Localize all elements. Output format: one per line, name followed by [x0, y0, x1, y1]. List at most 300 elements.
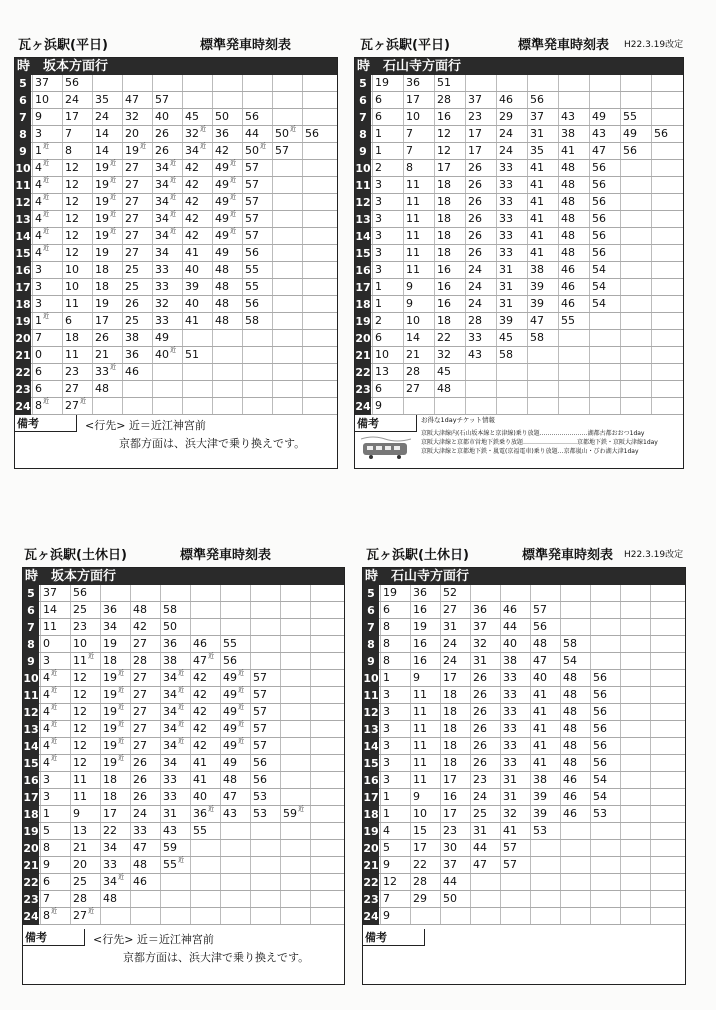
- departure-minute: 40: [193, 790, 207, 803]
- minute-cell: [589, 330, 620, 346]
- hour-cell: 7: [355, 109, 371, 126]
- minute-cell: [182, 211, 212, 227]
- minute-cell: [62, 109, 92, 125]
- departure-minute: 1: [43, 807, 50, 820]
- departure-minute: 33: [499, 161, 513, 174]
- minute-cell: [403, 296, 434, 312]
- minute-cell: [62, 296, 92, 312]
- departure-minute: 27: [125, 212, 139, 225]
- destination-mark: 近: [43, 143, 50, 150]
- departure-minute: 6: [35, 365, 42, 378]
- minute-cell: [100, 738, 130, 754]
- departure-minute: 56: [592, 229, 606, 242]
- minute-cell: [470, 704, 500, 720]
- minute-cell: [620, 857, 650, 873]
- minute-cell: [465, 194, 496, 210]
- departure-minute: 26: [133, 773, 147, 786]
- departure-minute: 16: [443, 790, 457, 803]
- minute-cell: [470, 636, 500, 652]
- minute-cell: [434, 160, 465, 176]
- hour-rows: [15, 75, 337, 415]
- departure-minute: 33: [155, 314, 169, 327]
- hour-cell: 11: [355, 179, 371, 192]
- hour-cell: 20: [355, 332, 371, 345]
- departure-minute: 46: [125, 365, 139, 378]
- minute-cell: [92, 245, 122, 261]
- minute-cell: [440, 840, 470, 856]
- minute-cell: [590, 670, 620, 686]
- hour-cell: 17: [355, 281, 371, 294]
- minute-cell: [40, 704, 70, 720]
- minute-cell: [160, 602, 190, 618]
- ticket-info: [421, 416, 658, 456]
- minute-cell: [302, 109, 332, 125]
- minute-cell: [182, 279, 212, 295]
- minute-cell: [310, 721, 340, 737]
- hour-row: [355, 364, 683, 381]
- destination-mark: 近: [110, 177, 117, 184]
- departure-minute: 12: [65, 212, 79, 225]
- minute-cell: [589, 364, 620, 380]
- departure-minute: 28: [437, 93, 451, 106]
- minute-cell: [527, 279, 558, 295]
- departure-minute: 55: [561, 314, 575, 327]
- destination-mark: 近: [43, 228, 50, 235]
- minute-cell: [100, 721, 130, 737]
- minute-cell: [589, 381, 620, 397]
- departure-minute: 17: [95, 314, 109, 327]
- departure-minute: 23: [473, 773, 487, 786]
- minute-cell: [440, 789, 470, 805]
- departure-minute: 11: [73, 790, 87, 803]
- minute-cell: [220, 806, 250, 822]
- minute-cell: [590, 653, 620, 669]
- hour-row: [15, 296, 337, 313]
- departure-minute: 46: [561, 297, 575, 310]
- minute-cell: [70, 602, 100, 618]
- departure-minute: 47: [533, 654, 547, 667]
- minute-cell: [182, 194, 212, 210]
- departure-minute: 18: [443, 756, 457, 769]
- minute-cell: [465, 126, 496, 142]
- destination-legend: <行先> 近＝近江神宮前: [93, 933, 214, 946]
- hour-cell: 12: [355, 196, 371, 209]
- minute-cell: [92, 313, 122, 329]
- hour-row: [355, 347, 683, 364]
- minute-cell: [212, 296, 242, 312]
- minute-cell: [650, 891, 680, 907]
- minute-cell: [130, 619, 160, 635]
- hour-cell: 14: [355, 230, 371, 243]
- minute-cell: [651, 330, 682, 346]
- minute-cell: [250, 908, 280, 924]
- minute-cell: [62, 177, 92, 193]
- departure-minute: 53: [253, 807, 267, 820]
- departure-minute: 19: [103, 705, 117, 718]
- departure-minute: 11: [43, 620, 57, 633]
- departure-minute: 3: [43, 790, 50, 803]
- minute-cell: [434, 330, 465, 346]
- departure-minute: 4: [35, 229, 42, 242]
- hour-rows: [363, 585, 685, 925]
- minute-cell: [182, 364, 212, 380]
- departure-minute: 21: [73, 841, 87, 854]
- minute-cell: [434, 109, 465, 125]
- departure-minute: 48: [215, 263, 229, 276]
- departure-minute: 57: [245, 161, 259, 174]
- minute-cell: [190, 687, 220, 703]
- minute-cell: [92, 194, 122, 210]
- hour-row: [15, 194, 337, 211]
- direction-label: 坂本方面行: [51, 569, 117, 584]
- departure-minute: 18: [65, 331, 79, 344]
- minute-cell: [403, 330, 434, 346]
- minute-cell: [272, 262, 302, 278]
- minute-cell: [122, 279, 152, 295]
- minute-cell: [440, 585, 470, 601]
- departure-minute: 3: [43, 773, 50, 786]
- departure-minute: 34: [163, 722, 177, 735]
- departure-minute: 25: [125, 314, 139, 327]
- minute-cell: [302, 126, 332, 142]
- hour-row: [363, 721, 685, 738]
- hour-row: [355, 75, 683, 92]
- minute-cell: [465, 364, 496, 380]
- departure-minute: 23: [73, 620, 87, 633]
- direction-bar: [23, 568, 344, 585]
- destination-mark: 近: [118, 670, 125, 677]
- departure-minute: 19: [95, 178, 109, 191]
- departure-minute: 45: [185, 110, 199, 123]
- departure-minute: 6: [383, 603, 390, 616]
- minute-cell: [589, 194, 620, 210]
- minute-cell: [160, 619, 190, 635]
- departure-minute: 31: [499, 263, 513, 276]
- departure-minute: 57: [245, 195, 259, 208]
- minute-cell: [190, 721, 220, 737]
- minute-cell: [410, 636, 440, 652]
- minute-cell: [152, 381, 182, 397]
- minute-cell: [440, 755, 470, 771]
- minute-cell: [242, 92, 272, 108]
- departure-minute: 46: [503, 603, 517, 616]
- minute-cell: [310, 653, 340, 669]
- destination-mark: 近: [230, 177, 237, 184]
- minute-cell: [403, 245, 434, 261]
- departure-minute: 4: [43, 722, 50, 735]
- departure-minute: 8: [43, 841, 50, 854]
- minute-cell: [527, 347, 558, 363]
- departure-minute: 27: [133, 671, 147, 684]
- departure-minute: 56: [654, 127, 668, 140]
- departure-minute: 47: [592, 144, 606, 157]
- minute-cell: [70, 585, 100, 601]
- departure-minute: 33: [503, 722, 517, 735]
- departure-minute: 11: [413, 756, 427, 769]
- minute-cell: [130, 772, 160, 788]
- minute-cell: [589, 279, 620, 295]
- departure-minute: 41: [530, 178, 544, 191]
- minute-cell: [160, 738, 190, 754]
- timetable-title: 標準発車時刻表: [180, 548, 272, 563]
- minute-cell: [465, 245, 496, 261]
- departure-minute: 32: [155, 297, 169, 310]
- departure-minute: 6: [375, 93, 382, 106]
- departure-minute: 31: [473, 824, 487, 837]
- departure-minute: 27: [125, 246, 139, 259]
- minute-cell: [250, 891, 280, 907]
- minute-cell: [242, 245, 272, 261]
- minute-cell: [130, 806, 160, 822]
- departure-minute: 50: [163, 620, 177, 633]
- timetable-title: 標準発車時刻表: [200, 38, 292, 53]
- minute-cell: [589, 228, 620, 244]
- destination-mark: 近: [118, 721, 125, 728]
- destination-mark: 近: [238, 721, 245, 728]
- departure-minute: 9: [73, 807, 80, 820]
- departure-minute: 45: [499, 331, 513, 344]
- hour-row: [23, 653, 344, 670]
- departure-minute: 11: [413, 773, 427, 786]
- direction-label: 石山寺方面行: [383, 59, 462, 74]
- minute-cell: [280, 619, 310, 635]
- departure-minute: 18: [437, 314, 451, 327]
- minute-cell: [380, 840, 410, 856]
- hour-cell: 7: [363, 619, 379, 636]
- minute-cell: [650, 687, 680, 703]
- minute-cell: [589, 177, 620, 193]
- minute-cell: [620, 177, 651, 193]
- departure-minute: 41: [533, 756, 547, 769]
- hour-cell: 17: [15, 281, 31, 294]
- hour-row: [15, 381, 337, 398]
- departure-minute: 3: [375, 178, 382, 191]
- departure-minute: 42: [185, 178, 199, 191]
- minute-cell: [434, 364, 465, 380]
- minute-cell: [220, 721, 250, 737]
- minute-cell: [220, 704, 250, 720]
- departure-minute: 56: [223, 654, 237, 667]
- minute-cell: [403, 177, 434, 193]
- departure-minute: 48: [215, 314, 229, 327]
- minute-cell: [302, 211, 332, 227]
- minute-cell: [620, 789, 650, 805]
- departure-minute: 54: [593, 773, 607, 786]
- departure-minute: 18: [437, 246, 451, 259]
- hour-row: [23, 670, 344, 687]
- departure-minute: 55: [223, 637, 237, 650]
- remarks-area: [363, 929, 685, 983]
- minute-cell: [220, 687, 250, 703]
- departure-minute: 24: [95, 110, 109, 123]
- minute-cell: [470, 857, 500, 873]
- minute-cell: [250, 806, 280, 822]
- minute-cell: [470, 619, 500, 635]
- departure-minute: 41: [193, 773, 207, 786]
- minute-cell: [272, 330, 302, 346]
- minute-cell: [92, 126, 122, 142]
- departure-minute: 34: [163, 671, 177, 684]
- destination-mark: 近: [200, 143, 207, 150]
- minute-cell: [500, 806, 530, 822]
- minute-cell: [152, 347, 182, 363]
- minute-cell: [62, 347, 92, 363]
- timetable-box: [354, 57, 684, 469]
- minute-cell: [40, 772, 70, 788]
- minute-cell: [242, 126, 272, 142]
- departure-minute: 19: [103, 671, 117, 684]
- minute-cell: [372, 126, 403, 142]
- departure-minute: 28: [413, 875, 427, 888]
- minute-cell: [465, 296, 496, 312]
- minute-cell: [242, 143, 272, 159]
- minute-cell: [620, 806, 650, 822]
- minute-cell: [410, 653, 440, 669]
- departure-minute: 30: [443, 841, 457, 854]
- minute-cell: [40, 806, 70, 822]
- departure-minute: 57: [245, 212, 259, 225]
- departure-minute: 26: [468, 161, 482, 174]
- hour-header: 時: [357, 59, 371, 74]
- departure-minute: 24: [473, 790, 487, 803]
- minute-cell: [558, 177, 589, 193]
- minute-cell: [220, 755, 250, 771]
- minute-cell: [130, 602, 160, 618]
- minute-cell: [403, 279, 434, 295]
- minute-cell: [380, 619, 410, 635]
- minute-cell: [650, 585, 680, 601]
- minute-cell: [302, 313, 332, 329]
- departure-minute: 18: [443, 688, 457, 701]
- minute-cell: [152, 330, 182, 346]
- departure-minute: 48: [103, 892, 117, 905]
- departure-minute: 56: [73, 586, 87, 599]
- minute-cell: [220, 789, 250, 805]
- departure-minute: 36: [193, 807, 207, 820]
- departure-minute: 34: [163, 756, 177, 769]
- minute-cell: [372, 211, 403, 227]
- hour-row: [363, 653, 685, 670]
- departure-minute: 26: [155, 127, 169, 140]
- departure-minute: 37: [35, 76, 49, 89]
- minute-cell: [530, 874, 560, 890]
- minute-cell: [410, 891, 440, 907]
- hour-cell: 18: [363, 808, 379, 821]
- minute-cell: [182, 313, 212, 329]
- destination-mark: 近: [178, 670, 185, 677]
- minute-cell: [250, 857, 280, 873]
- minute-cell: [372, 143, 403, 159]
- minute-cell: [560, 636, 590, 652]
- minute-cell: [558, 296, 589, 312]
- minute-cell: [496, 92, 527, 108]
- departure-minute: 56: [245, 110, 259, 123]
- minute-cell: [272, 313, 302, 329]
- minute-cell: [302, 160, 332, 176]
- minute-cell: [403, 364, 434, 380]
- minute-cell: [190, 806, 220, 822]
- departure-minute: 3: [375, 246, 382, 259]
- minute-cell: [310, 738, 340, 754]
- departure-minute: 13: [375, 365, 389, 378]
- departure-minute: 57: [533, 603, 547, 616]
- minute-cell: [242, 381, 272, 397]
- departure-minute: 36: [413, 586, 427, 599]
- minute-cell: [527, 92, 558, 108]
- hour-cell: 18: [23, 808, 39, 821]
- minute-cell: [560, 755, 590, 771]
- minute-cell: [302, 296, 332, 312]
- departure-minute: 1: [375, 297, 382, 310]
- departure-minute: 33: [499, 178, 513, 191]
- departure-minute: 37: [43, 586, 57, 599]
- departure-minute: 6: [375, 382, 382, 395]
- departure-minute: 21: [95, 348, 109, 361]
- departure-minute: 16: [437, 297, 451, 310]
- minute-cell: [403, 398, 434, 414]
- destination-mark: 近: [208, 806, 215, 813]
- hour-cell: 16: [355, 264, 371, 277]
- minute-cell: [403, 109, 434, 125]
- minute-cell: [620, 874, 650, 890]
- minute-cell: [496, 228, 527, 244]
- minute-cell: [527, 211, 558, 227]
- minute-cell: [310, 636, 340, 652]
- minute-cell: [280, 874, 310, 890]
- minute-cell: [434, 92, 465, 108]
- minute-cell: [620, 126, 651, 142]
- hour-cell: 10: [363, 672, 379, 685]
- minute-cell: [70, 687, 100, 703]
- minute-cell: [620, 823, 650, 839]
- minute-cell: [527, 109, 558, 125]
- minute-cell: [212, 177, 242, 193]
- destination-mark: 近: [208, 653, 215, 660]
- minute-cell: [190, 704, 220, 720]
- departure-minute: 55: [193, 824, 207, 837]
- departure-minute: 48: [563, 722, 577, 735]
- departure-minute: 12: [437, 127, 451, 140]
- departure-minute: 4: [35, 161, 42, 174]
- hour-row: [23, 908, 344, 925]
- minute-cell: [590, 857, 620, 873]
- departure-minute: 38: [503, 654, 517, 667]
- departure-minute: 19: [413, 620, 427, 633]
- minute-cell: [100, 670, 130, 686]
- departure-minute: 49: [155, 331, 169, 344]
- departure-minute: 12: [65, 229, 79, 242]
- station-name: 瓦ヶ浜駅(土休日): [366, 548, 469, 563]
- hour-cell: 6: [363, 602, 379, 619]
- minute-cell: [310, 619, 340, 635]
- minute-cell: [130, 908, 160, 924]
- minute-cell: [212, 109, 242, 125]
- minute-cell: [182, 92, 212, 108]
- minute-cell: [650, 789, 680, 805]
- minute-cell: [92, 381, 122, 397]
- hour-cell: 10: [15, 162, 31, 175]
- minute-cell: [530, 789, 560, 805]
- minute-cell: [250, 704, 280, 720]
- minute-cell: [380, 823, 410, 839]
- hour-cell: 9: [15, 143, 31, 160]
- minute-cell: [160, 857, 190, 873]
- departure-minute: 27: [73, 909, 87, 922]
- minute-cell: [380, 687, 410, 703]
- departure-minute: 39: [499, 314, 513, 327]
- departure-minute: 56: [530, 93, 544, 106]
- departure-minute: 25: [125, 280, 139, 293]
